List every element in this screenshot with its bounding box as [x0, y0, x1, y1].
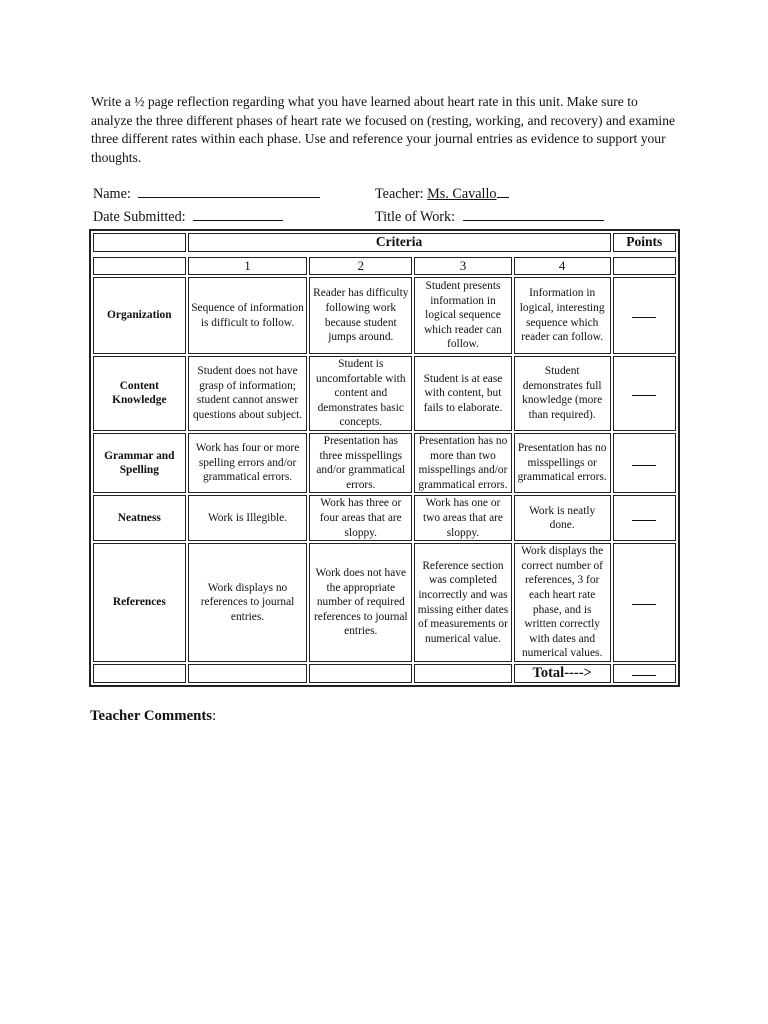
title-blank[interactable] [463, 208, 604, 221]
rubric-cell: Information in logical, interesting sequence which reader can follow. [514, 277, 611, 354]
category-label: Content Knowledge [93, 356, 186, 431]
date-blank[interactable] [193, 208, 283, 221]
empty-cell [93, 664, 186, 683]
rubric-cell: Student is uncomfortable with content and demonstrates basic concepts. [309, 356, 412, 431]
rubric-cell: Work is neatly done. [514, 495, 611, 541]
name-blank[interactable] [138, 185, 320, 198]
rubric-row-references [93, 543, 676, 662]
teacher-comments-heading [90, 708, 216, 725]
points-header: Points [613, 233, 676, 252]
corner-cell [93, 233, 186, 252]
total-label: Total----> [514, 664, 611, 683]
teacher-comments-label: Teacher Comments [90, 708, 213, 724]
points-blank-cell[interactable] [613, 495, 676, 541]
rubric-cell: Work does not have the appropriate number of required references to journal entries. [309, 543, 412, 662]
rubric-cell: Presentation has no misspellings or grammatical errors. [514, 433, 611, 493]
level-3: 3 [414, 257, 512, 275]
level-1: 1 [188, 257, 308, 275]
empty-cell [309, 664, 412, 683]
teacher-field [375, 185, 509, 203]
points-blank [632, 514, 656, 521]
title-of-work-label: Title of Work: [375, 209, 456, 225]
rubric-cell: Presentation has no more than two misspellings and/or grammatical errors. [414, 433, 512, 493]
points-blank-cell[interactable] [613, 543, 676, 662]
points-blank [632, 311, 656, 318]
points-blank [632, 389, 656, 396]
rubric-cell: Work displays the correct number of references, 3 for each heart rate phase, and is written correctly with dates and numerical values. [514, 543, 611, 662]
rubric-cell: Presentation has three misspellings and/or grammatical errors. [309, 433, 412, 493]
total-points-cell[interactable] [613, 664, 676, 683]
rubric-total-row [93, 664, 676, 683]
date-submitted-label: Date Submitted: [93, 209, 186, 225]
rubric-row-content-knowledge [93, 356, 676, 431]
rubric-row-grammar-spelling [93, 433, 676, 493]
points-blank-cell[interactable] [613, 356, 676, 431]
rubric-row-neatness [93, 495, 676, 541]
level-number-row [93, 257, 676, 275]
name-label: Name: [93, 186, 131, 202]
date-field [93, 208, 283, 226]
empty-cell [188, 664, 308, 683]
rubric-cell: Work has one or two areas that are sloppy. [414, 495, 512, 541]
points-blank-cell[interactable] [613, 433, 676, 493]
grading-rubric-table [89, 229, 680, 687]
teacher-label: Teacher: [375, 186, 424, 202]
rubric-row-organization [93, 277, 676, 354]
category-label: Organization [93, 277, 186, 354]
total-points-blank [632, 666, 656, 676]
teacher-comments-colon: : [212, 708, 217, 724]
points-blank-cell[interactable] [613, 277, 676, 354]
rubric-cell: Student does not have grasp of information; student cannot answer questions about subject. [188, 356, 308, 431]
level-points-cell [613, 257, 676, 275]
rubric-cell: Student demonstrates full knowledge (more than required). [514, 356, 611, 431]
rubric-cell: Reference section was completed incorrectly and was missing either dates of measurements or numerical value. [414, 543, 512, 662]
criteria-header: Criteria [188, 233, 611, 252]
level-2: 2 [309, 257, 412, 275]
rubric-cell: Work displays no references to journal entries. [188, 543, 308, 662]
rubric-cell: Student presents information in logical sequence which reader can follow. [414, 277, 512, 354]
empty-cell [414, 664, 512, 683]
rubric-cell: Work is Illegible. [188, 495, 308, 541]
category-label: Neatness [93, 495, 186, 541]
rubric-cell: Reader has difficulty following work because student jumps around. [309, 277, 412, 354]
points-blank [632, 459, 656, 466]
rubric-cell: Sequence of information is difficult to follow. [188, 277, 308, 354]
category-label: Grammar and Spelling [93, 433, 186, 493]
rubric-cell: Student is at ease with content, but fails to elaborate. [414, 356, 512, 431]
rubric-cell: Work has four or more spelling errors and/or grammatical errors. [188, 433, 308, 493]
teacher-blank [497, 185, 509, 198]
rubric-cell: Work has three or four areas that are sloppy. [309, 495, 412, 541]
name-teacher-row [93, 185, 320, 203]
rubric-header-row [93, 233, 676, 252]
teacher-name: Ms. Cavallo [427, 186, 497, 202]
assignment-instructions: Write a ½ page reflection regarding what you have learned about heart rate in this unit. Make sure to analyze the three different phases of heart rate we focused on (resting, working, and recovery) and examine three different rates within each phase. Use and reference your journal entries as evidence to support your thoughts. [91, 94, 676, 165]
points-blank [632, 598, 656, 605]
title-field [375, 208, 604, 226]
level-4: 4 [514, 257, 611, 275]
level-corner-cell [93, 257, 186, 275]
category-label: References [93, 543, 186, 662]
